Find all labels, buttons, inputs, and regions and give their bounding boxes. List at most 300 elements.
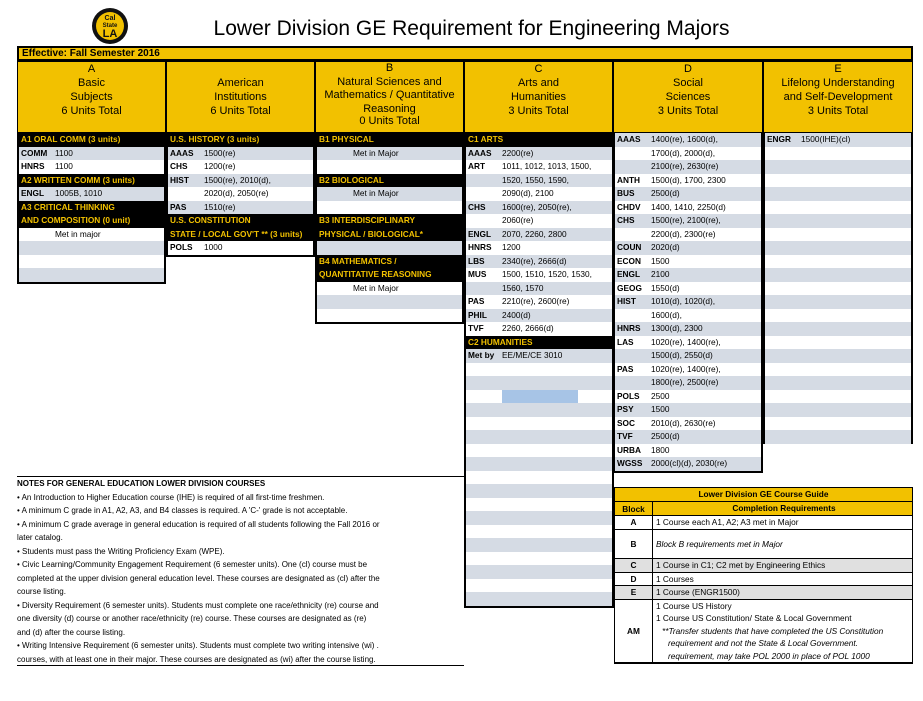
blank-row [466, 376, 612, 390]
note-line: • A minimum C grade in A1, A2, A3, and B4 classes is required. A 'C-' grade is not acceptable. [17, 506, 348, 515]
course-row [615, 214, 761, 228]
note-line: • Writing Intensive Requirement (6 semester units). Students must complete two writing intensive (wi) . [17, 641, 379, 650]
section-heading: A3 CRITICAL THINKING [19, 201, 164, 215]
blank-row [466, 592, 612, 606]
blank-row [317, 201, 462, 215]
guide-row [615, 516, 912, 530]
subject-code: ENGL [21, 188, 45, 198]
blank-row [466, 457, 612, 471]
subject-code: TVF [617, 431, 633, 441]
column-letter [167, 62, 314, 76]
course-row [317, 187, 462, 201]
section-heading: C2 HUMANITIES [466, 336, 612, 350]
course-numbers: 2500(d) [651, 188, 680, 198]
course-row [615, 444, 761, 458]
course-numbers: 1200 [502, 242, 521, 252]
blank-row [466, 565, 612, 579]
course-row [466, 241, 612, 255]
column-letter: E [834, 63, 842, 75]
course-row [168, 187, 313, 201]
subject-code: ART [468, 161, 486, 171]
course-row [615, 174, 761, 188]
column-line: Mathematics / Quantitative [324, 89, 455, 101]
course-numbers: 2010(d), 2630(re) [651, 417, 716, 428]
subject-code: TVF [468, 323, 484, 333]
blank-row [765, 187, 911, 201]
column-line: Arts and [518, 77, 559, 89]
subject-code: ENGR [767, 134, 791, 144]
course-numbers: 2210(re), 2600(re) [502, 296, 570, 306]
course-numbers: 1500(re) [204, 147, 236, 158]
blank-row [765, 336, 911, 350]
guide-requirement [653, 586, 912, 599]
section-heading: A2 WRITTEN COMM (3 units) [19, 174, 164, 188]
subject-code: CHS [468, 201, 486, 212]
subject-code: URBA [617, 444, 641, 455]
guide-requirement-line: 1 Course US Constitution/ State & Local Government [656, 613, 852, 623]
page-title: Lower Division GE Requirement for Engineering Majors [213, 17, 730, 40]
course-row [466, 322, 612, 336]
subject-code: HNRS [617, 323, 641, 333]
guide-requirement-line: 1 Course (ENGR1500) [656, 587, 740, 597]
blank-row [765, 241, 911, 255]
logo-line2: State [102, 23, 118, 29]
guide-block-letter: AM [615, 600, 653, 663]
course-numbers: 1020(re), 1400(re), [651, 336, 721, 347]
course-numbers: 1100 [55, 147, 73, 158]
course-numbers: 1020(re), 1400(re), [651, 363, 721, 374]
blank-row [765, 282, 911, 296]
note-line: • An Introduction to Higher Education course (IHE) is required of all first-time freshmen. [17, 492, 325, 502]
course-numbers: 2100 [651, 269, 670, 279]
column-header-c [464, 61, 613, 133]
blank-row [765, 430, 911, 444]
column-a-body [17, 133, 166, 284]
column-line: Social [673, 77, 703, 89]
course-numbers: 2060(re) [502, 215, 534, 225]
course-row [466, 255, 612, 269]
guide-block-letter: B [615, 530, 653, 559]
course-row [615, 187, 761, 201]
course-row [615, 147, 761, 161]
subject-code: SOC [617, 417, 635, 428]
course-row [466, 174, 612, 188]
course-numbers: 1500 [651, 404, 670, 414]
course-numbers: 1200(re) [204, 161, 236, 171]
notes-section [17, 476, 464, 666]
guide-requirement [653, 600, 912, 663]
column-e-body [763, 133, 913, 444]
course-numbers: 1500(IHE)(cl) [801, 134, 851, 144]
course-row [466, 147, 612, 161]
column-letter: C [534, 63, 543, 75]
column-line: 6 Units Total [210, 105, 271, 117]
course-row [466, 282, 612, 296]
column-line: Lifelong Understanding [781, 77, 895, 89]
section-heading: AND COMPOSITION (0 unit) [19, 214, 164, 228]
section-heading: B1 PHYSICAL [317, 133, 462, 147]
section-heading: B4 MATHEMATICS / [317, 255, 462, 269]
course-numbers: 2200(re) [502, 147, 534, 158]
course-numbers: 1800 [651, 444, 670, 455]
subject-code: CHDV [617, 201, 641, 212]
course-numbers: 1500, 1510, 1520, 1530, [502, 269, 592, 279]
course-numbers: 1600(re), 2050(re), [502, 201, 572, 212]
course-row [466, 214, 612, 228]
guide-requirement-line: 1 Course each A1, A2; A3 met in Major [656, 517, 799, 527]
subject-code: COUN [617, 242, 642, 252]
subject-code: ECON [617, 255, 641, 266]
note-line: • Students must pass the Writing Proficiency Exam (WPE). [17, 546, 225, 556]
course-row [615, 390, 761, 404]
note-line: course listing. [17, 587, 66, 596]
subject-code: LBS [468, 255, 485, 266]
blank-row [765, 201, 911, 215]
blank-row [19, 268, 164, 282]
column-line: 6 Units Total [61, 105, 122, 117]
blank-row [765, 147, 911, 161]
blank-row [466, 471, 612, 485]
course-row [466, 201, 612, 215]
course-numbers: Met in Major [353, 282, 399, 293]
course-numbers: 2100(re), 2630(re) [651, 161, 719, 171]
course-row [615, 336, 761, 350]
section-heading: B3 INTERDISCIPLINARY [317, 214, 462, 228]
subject-code: COMM [21, 147, 48, 158]
course-numbers: 2020(d) [651, 242, 680, 252]
course-row [466, 349, 612, 363]
column-letter: A [87, 63, 96, 75]
column-line: and Self-Development [783, 91, 893, 103]
course-numbers: 2000(cl)(d), 2030(re) [651, 458, 728, 468]
guide-requirement [653, 559, 912, 572]
subject-code: POLS [617, 390, 640, 401]
course-numbers: 1500 [651, 255, 670, 266]
subject-code: PAS [170, 201, 187, 212]
blank-row [317, 295, 462, 309]
course-numbers: 1005B, 1010 [55, 188, 103, 198]
course-row [466, 295, 612, 309]
course-numbers: 1550(d) [651, 282, 680, 293]
course-guide-rows [615, 516, 912, 663]
course-row [615, 268, 761, 282]
course-numbers: 1300(d), 2300 [651, 323, 703, 333]
course-row [466, 228, 612, 242]
course-row [615, 160, 761, 174]
section-heading: A1 ORAL COMM (3 units) [19, 133, 164, 147]
course-guide-table [614, 487, 913, 664]
course-row [19, 187, 164, 201]
subject-code: CHS [617, 215, 635, 225]
blank-row [466, 511, 612, 525]
blank-row [765, 376, 911, 390]
note-line: • Civic Learning/Community Engagement Requirement (6 semester units). One (cl) course must be [17, 560, 368, 569]
subject-code: ENGL [617, 269, 641, 279]
subject-code: PHIL [468, 309, 487, 320]
course-row [19, 228, 164, 242]
guide-requirement-line: 1 Course in C1; C2 met by Engineering Ethics [656, 560, 826, 570]
course-numbers: 2400(d) [502, 309, 531, 320]
note-line: one diversity (d) course or another race/ethnicity (re) course. These courses are designated as (re) [17, 614, 367, 623]
column-line: 3 Units Total [657, 105, 719, 117]
blank-row [317, 160, 462, 174]
guide-row [615, 600, 912, 664]
course-row [168, 241, 313, 255]
course-row [168, 201, 313, 215]
column-d-body [613, 133, 763, 473]
subject-code: WGSS [617, 458, 643, 468]
subject-code: AAAS [468, 147, 492, 158]
course-row [317, 147, 462, 161]
guide-block-letter: A [615, 516, 653, 529]
notes-list [17, 491, 464, 667]
course-row [466, 309, 612, 323]
course-row [615, 133, 761, 147]
course-numbers: EE/ME/CE 3010 [502, 350, 563, 360]
subject-code: AAAS [617, 134, 641, 144]
subject-code: POLS [170, 242, 193, 252]
blank-row [19, 255, 164, 269]
blank-row [466, 538, 612, 552]
blank-row [765, 160, 911, 174]
course-numbers: Met in Major [353, 147, 399, 158]
blank-row [765, 390, 911, 404]
subject-code: LAS [617, 336, 634, 347]
course-row [615, 322, 761, 336]
blank-row [466, 525, 612, 539]
blank-row [765, 174, 911, 188]
course-numbers: 2500 [651, 390, 670, 401]
blank-row [466, 403, 612, 417]
course-row [615, 403, 761, 417]
blank-row [765, 268, 911, 282]
course-guide-title: Lower Division GE Course Guide [615, 488, 912, 502]
column-header-d [613, 61, 763, 133]
guide-row [615, 586, 912, 600]
guide-col-requirements: Completion Requirements [732, 503, 836, 513]
column-letter: B [385, 62, 394, 74]
subject-code: HIST [170, 174, 189, 185]
course-numbers: 2500(d) [651, 431, 680, 441]
course-row [615, 241, 761, 255]
course-numbers: 1400(re), 1600(d), [651, 134, 718, 144]
blank-row [765, 228, 911, 242]
course-numbers: 1500(d), 2550(d) [651, 350, 713, 360]
blank-row [466, 430, 612, 444]
subject-code: HNRS [21, 161, 45, 171]
guide-block-letter: D [615, 573, 653, 586]
course-row [168, 147, 313, 161]
course-numbers: Met in major [55, 228, 101, 239]
course-row [615, 363, 761, 377]
note-line: • A minimum C grade average in general education is required of all students following the Fall 2016 or [17, 519, 380, 529]
blank-row [317, 241, 462, 255]
subject-code: ANTH [617, 174, 641, 185]
blank-row [765, 403, 911, 417]
column-line: Basic [78, 77, 105, 89]
column-line: 3 Units Total [807, 105, 869, 117]
column-header-american-institutions [166, 61, 315, 133]
guide-requirement-line: **Transfer students that have completed the US Constitution [662, 625, 884, 636]
guide-requirement-line: Block B requirements met in Major [656, 538, 783, 549]
column-line: 3 Units Total [508, 105, 569, 117]
effective-date-bar: Effective: Fall Semester 2016 [17, 46, 913, 61]
note-line: courses, with at least one in their major. These courses are designated as (wi) after the course listing. [17, 654, 376, 664]
course-row [615, 309, 761, 323]
guide-requirement-line: 1 Courses [656, 573, 694, 584]
column-header-a [17, 61, 166, 133]
blank-row [466, 484, 612, 498]
blank-row [466, 417, 612, 431]
column-header-e [763, 61, 913, 133]
course-numbers: 1010(d), 1020(d), [651, 296, 716, 306]
guide-row [615, 530, 912, 560]
course-numbers: 1500(re), 2100(re), [651, 215, 721, 225]
course-row [466, 160, 612, 174]
course-numbers: 1800(re), 2500(re) [651, 377, 719, 387]
course-row [615, 255, 761, 269]
column-line: Reasoning [363, 102, 416, 115]
course-numbers: 1560, 1570 [502, 282, 544, 293]
course-row [615, 430, 761, 444]
course-numbers: 2090(d), 2100 [502, 188, 554, 198]
course-numbers: 2340(re), 2666(d) [502, 255, 567, 266]
course-numbers: 1100 [55, 161, 73, 171]
column-line: 0 Units Total [359, 115, 420, 127]
section-heading: U.S. HISTORY (3 units) [168, 133, 313, 147]
course-row [19, 147, 164, 161]
blank-row [466, 363, 612, 377]
course-row [615, 376, 761, 390]
guide-requirement-line: 1 Course US History [656, 600, 732, 611]
note-line: later catalog. [17, 533, 63, 542]
highlighted-cell [502, 390, 578, 403]
blank-row [765, 309, 911, 323]
course-numbers: 2200(d), 2300(re) [651, 228, 716, 239]
guide-row [615, 559, 912, 573]
note-line: • Diversity Requirement (6 semester units). Students must complete one race/ethnicity (re) course and [17, 600, 379, 610]
course-row [168, 174, 313, 188]
course-row [615, 228, 761, 242]
blank-row [466, 579, 612, 593]
section-heading: U.S. CONSTITUTION [168, 214, 313, 228]
guide-requirement [653, 530, 912, 559]
section-heading: STATE / LOCAL GOV'T ** (3 units) [168, 228, 313, 242]
logo-line1: Cal [104, 15, 116, 22]
course-numbers: 1500(re), 2010(d), [204, 174, 271, 185]
subject-code: Met by [468, 350, 495, 360]
course-guide-header [615, 502, 912, 516]
subject-code: GEOG [617, 282, 642, 293]
blank-row [765, 417, 911, 431]
blank-row [765, 322, 911, 336]
course-row [615, 201, 761, 215]
course-row [615, 417, 761, 431]
column-header-b [315, 61, 464, 133]
note-line: completed at the upper division general education level. These courses are designated as (cl) after the [17, 573, 380, 583]
course-row [317, 282, 462, 296]
column-line: American [217, 77, 264, 89]
course-numbers: 1510(re) [204, 201, 236, 212]
column-b-body [315, 133, 464, 324]
course-row [19, 160, 164, 174]
course-numbers: 1600(d), [651, 309, 682, 320]
blank-row [317, 309, 462, 323]
section-heading: PHYSICAL / BIOLOGICAL* [317, 228, 462, 242]
blank-row [765, 363, 911, 377]
course-numbers: 1520, 1550, 1590, [502, 174, 569, 185]
guide-row [615, 573, 912, 587]
subject-code: PAS [617, 363, 634, 374]
subject-code: PAS [468, 296, 485, 306]
column-line: Institutions [214, 91, 267, 103]
course-row [466, 268, 612, 282]
course-row [615, 282, 761, 296]
subject-code: CHS [170, 161, 188, 171]
blank-row [466, 552, 612, 566]
notes-title: NOTES FOR GENERAL EDUCATION LOWER DIVISION COURSES [17, 479, 266, 488]
course-numbers: 2260, 2666(d) [502, 323, 554, 333]
course-numbers: 2070, 2260, 2800 [502, 228, 567, 239]
subject-code: MUS [468, 269, 487, 279]
subject-code: HNRS [468, 242, 492, 252]
blank-row [466, 444, 612, 458]
guide-col-block: Block [615, 502, 653, 515]
guide-requirement-line: requirement and not the State & Local Government. [668, 638, 859, 648]
column-american-institutions-body [166, 133, 315, 257]
course-row [466, 187, 612, 201]
blank-row [765, 214, 911, 228]
course-row [168, 160, 313, 174]
course-row [765, 133, 911, 147]
guide-block-letter: E [615, 586, 653, 599]
course-numbers: 2020(d), 2050(re) [204, 188, 269, 198]
blank-row [765, 349, 911, 363]
blank-row [19, 241, 164, 255]
column-c-body [464, 133, 614, 608]
course-row [615, 295, 761, 309]
blank-row [765, 255, 911, 269]
subject-code: ENGL [468, 228, 492, 239]
logo-line3: LA [102, 28, 118, 40]
course-numbers: 1000 [204, 242, 223, 252]
course-numbers: 1500(d), 1700, 2300 [651, 174, 726, 185]
column-line: Sciences [665, 91, 711, 103]
course-numbers: 1700(d), 2000(d), [651, 147, 716, 158]
note-line: and (d) after the course listing. [17, 627, 126, 637]
subject-code: HIST [617, 296, 636, 306]
guide-block-letter: C [615, 559, 653, 572]
subject-code: BUS [617, 188, 635, 198]
column-letter: D [684, 63, 692, 75]
subject-code: AAAS [170, 147, 194, 158]
section-heading: B2 BIOLOGICAL [317, 174, 462, 188]
column-line: Humanities [510, 91, 567, 103]
course-numbers: 1400, 1410, 2250(d) [651, 201, 726, 212]
course-row [615, 457, 761, 471]
course-row [615, 349, 761, 363]
section-heading: C1 ARTS [466, 133, 612, 147]
blank-row [765, 295, 911, 309]
course-numbers: Met in Major [353, 188, 399, 198]
section-heading: QUANTITATIVE REASONING [317, 268, 462, 282]
guide-requirement-line: requirement, may take POL 2000 in place of POL 1000 [668, 650, 870, 661]
column-line: Subjects [70, 91, 113, 103]
guide-requirement [653, 573, 912, 586]
guide-requirement [653, 516, 912, 529]
blank-row [466, 498, 612, 512]
subject-code: PSY [617, 404, 634, 414]
